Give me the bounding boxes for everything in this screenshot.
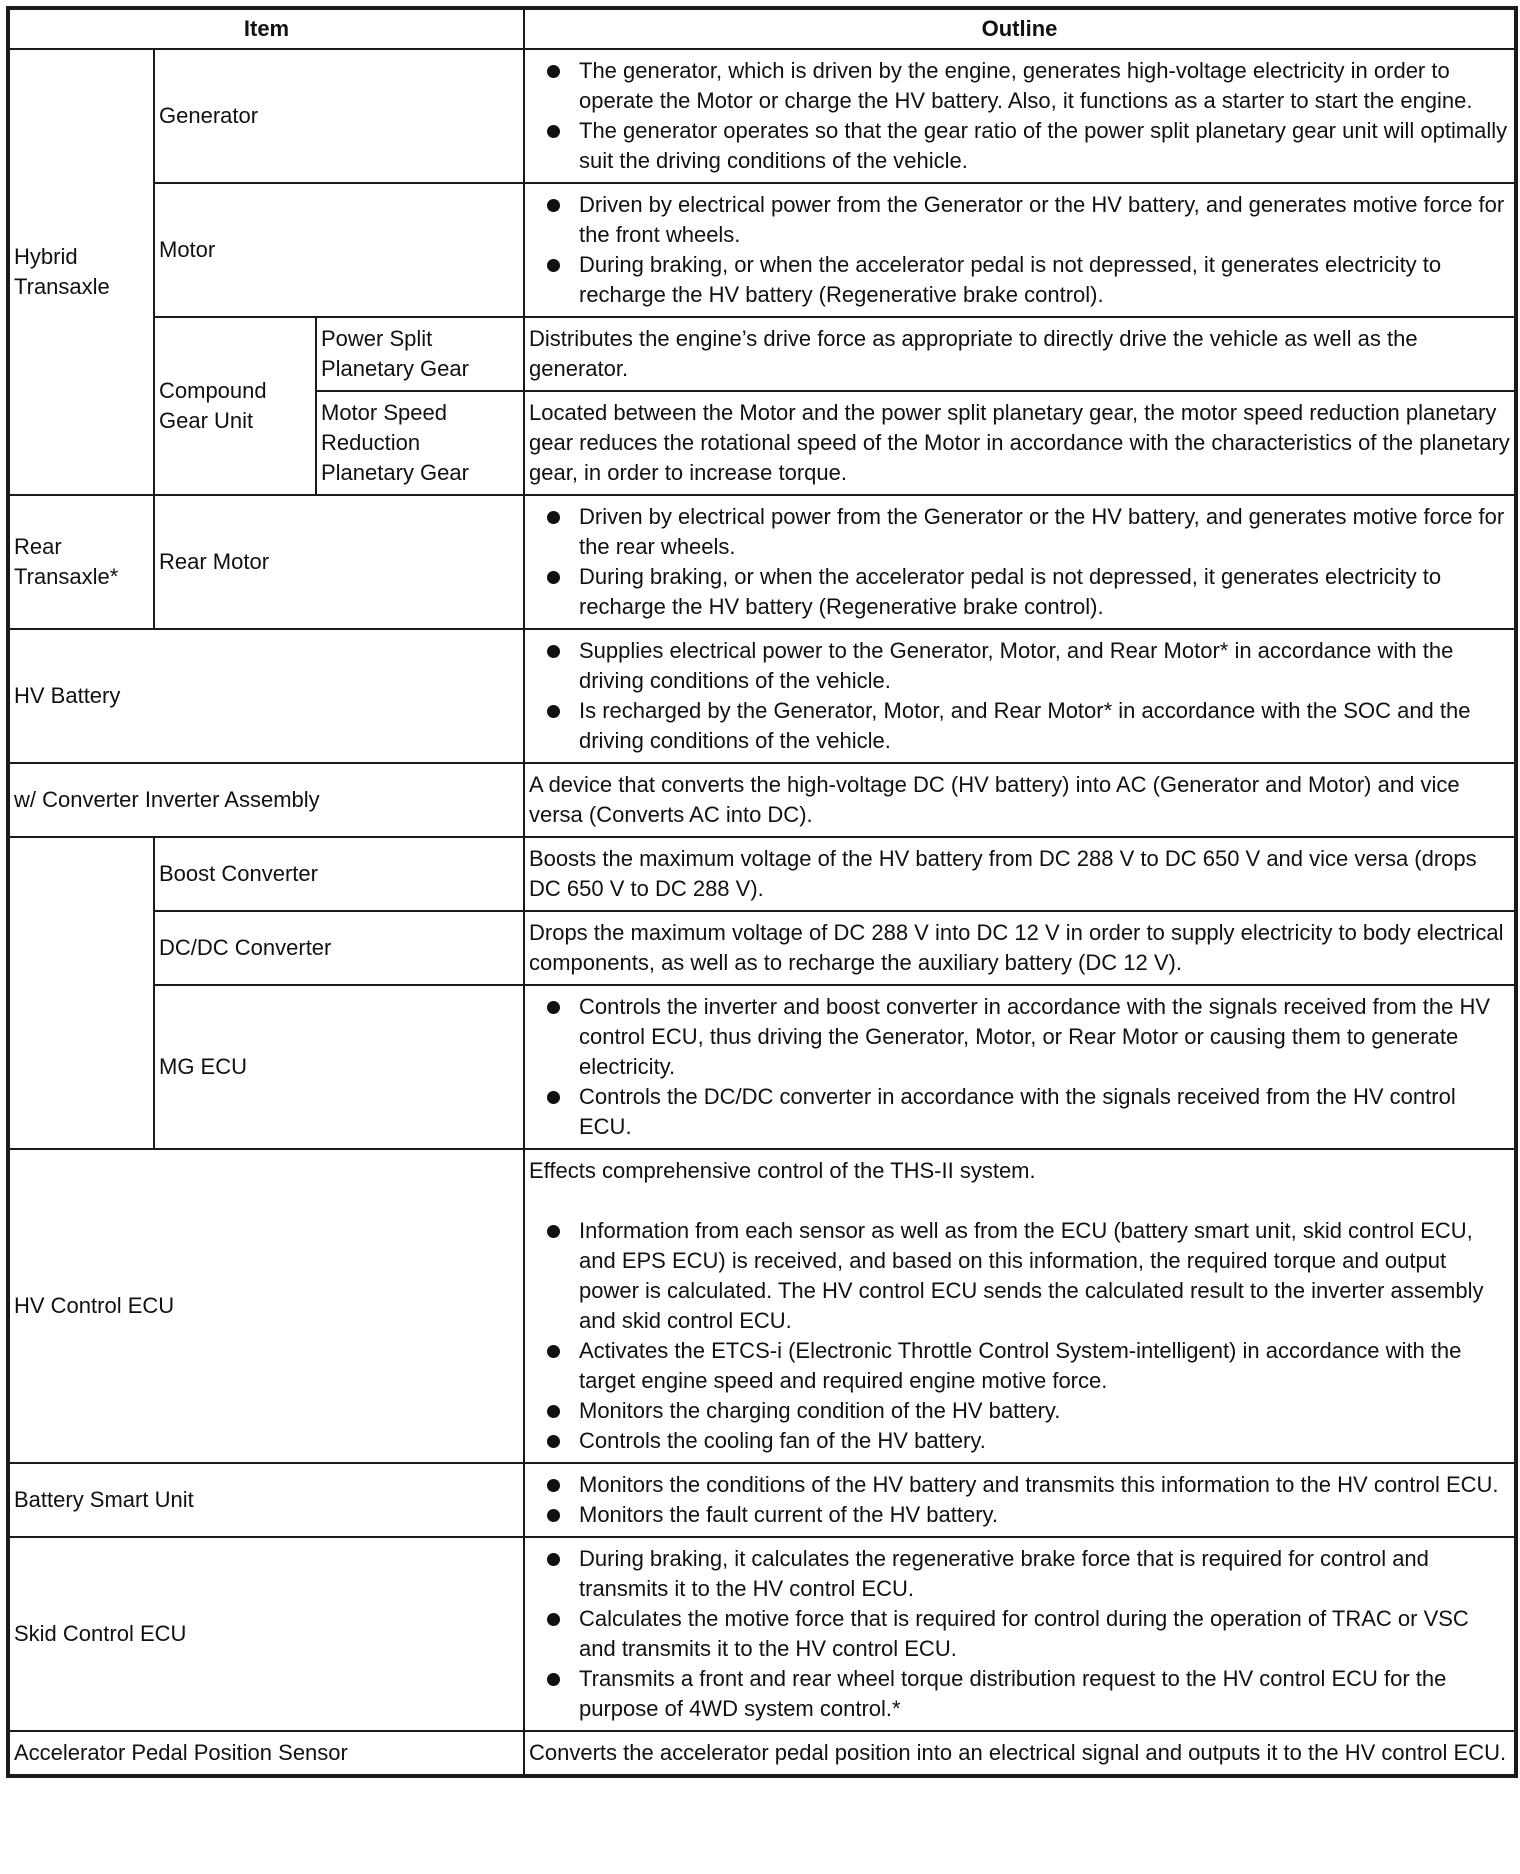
bullet-list: [529, 992, 1510, 1142]
bullet-icon: [547, 1225, 560, 1238]
outline-dcdc-converter: Drops the maximum voltage of DC 288 V into DC 12 V in order to supply electricity to body electrical components, as well as to recharge the auxiliary battery (DC 12 V).: [524, 911, 1516, 985]
bullet-icon: [547, 1435, 560, 1448]
table-row: [8, 763, 1516, 837]
outline-motor: [524, 183, 1516, 317]
document-page: [6, 6, 1514, 1778]
header-row: [8, 8, 1516, 49]
list-item: During braking, it calculates the regenerative brake force that is required for control and transmits it to the HV control ECU.: [529, 1544, 1510, 1604]
item-boost-converter: Boost Converter: [154, 837, 524, 911]
list-item: The generator, which is driven by the engine, generates high-voltage electricity in order to operate the Motor or charge the HV battery. Also, it functions as a starter to start the engine.: [529, 56, 1510, 116]
outline-mg-ecu: [524, 985, 1516, 1149]
list-item: Calculates the motive force that is required for control during the operation of TRAC or VSC and transmits it to the HV control ECU.: [529, 1604, 1510, 1664]
bullet-icon: [547, 1673, 560, 1686]
bullet-icon: [547, 259, 560, 272]
outline-converter-inverter: A device that converts the high-voltage DC (HV battery) into AC (Generator and Motor) and vice versa (Converts AC into DC).: [524, 763, 1516, 837]
item-hv-battery: HV Battery: [8, 629, 524, 763]
list-item: Supplies electrical power to the Generator, Motor, and Rear Motor* in accordance with the driving conditions of the vehicle.: [529, 636, 1510, 696]
table-row: [8, 317, 1516, 391]
bullet-list: [529, 190, 1510, 310]
outline-skid-control-ecu: [524, 1537, 1516, 1731]
item-skid-control-ecu: Skid Control ECU: [8, 1537, 524, 1731]
list-item: Activates the ETCS-i (Electronic Throttle Control System-intelligent) in accordance with the target engine speed and required engine motive force.: [529, 1336, 1510, 1396]
list-item: Monitors the fault current of the HV battery.: [529, 1500, 1510, 1530]
outline-rear-motor: [524, 495, 1516, 629]
ths-component-table: [6, 6, 1518, 1778]
outline-boost-converter: Boosts the maximum voltage of the HV battery from DC 288 V to DC 650 V and vice versa (drops DC 650 V to DC 288 V).: [524, 837, 1516, 911]
bullet-icon: [547, 199, 560, 212]
bullet-icon: [547, 1345, 560, 1358]
bullet-list: [529, 1470, 1510, 1530]
bullet-icon: [547, 125, 560, 138]
group-compound-gear-unit: Compound Gear Unit: [154, 317, 316, 495]
bullet-icon: [547, 1509, 560, 1522]
list-item: Monitors the conditions of the HV battery and transmits this information to the HV control ECU.: [529, 1470, 1510, 1500]
group-rear-transaxle: Rear Transaxle*: [8, 495, 154, 629]
bullet-icon: [547, 1553, 560, 1566]
item-generator: Generator: [154, 49, 524, 183]
table-row: [8, 1463, 1516, 1537]
header-outline: Outline: [524, 8, 1516, 49]
bullet-icon: [547, 645, 560, 658]
bullet-icon: [547, 511, 560, 524]
outline-generator: [524, 49, 1516, 183]
list-item: The generator operates so that the gear ratio of the power split planetary gear unit will optimally suit the driving conditions of the vehicle.: [529, 116, 1510, 176]
item-power-split-planetary-gear: Power Split Planetary Gear: [316, 317, 524, 391]
outline-hv-battery: [524, 629, 1516, 763]
list-item: Controls the inverter and boost converter in accordance with the signals received from the HV control ECU, thus driving the Generator, Motor, or Rear Motor or causing them to generate electricity.: [529, 992, 1510, 1082]
table-row: [8, 1731, 1516, 1776]
item-mg-ecu: MG ECU: [154, 985, 524, 1149]
list-item: Controls the DC/DC converter in accordance with the signals received from the HV control ECU.: [529, 1082, 1510, 1142]
list-item: Driven by electrical power from the Generator or the HV battery, and generates motive force for the rear wheels.: [529, 502, 1510, 562]
outline-motor-speed-reduction: Located between the Motor and the power split planetary gear, the motor speed reduction planetary gear reduces the rotational speed of the Motor in accordance with the characteristics of the planetary gear, in order to increase torque.: [524, 391, 1516, 495]
list-item: Driven by electrical power from the Generator or the HV battery, and generates motive force for the front wheels.: [529, 190, 1510, 250]
bullet-list: [529, 1216, 1510, 1456]
list-item: Controls the cooling fan of the HV battery.: [529, 1426, 1510, 1456]
table-row: [8, 495, 1516, 629]
group-converter-inverter-blank: [8, 837, 154, 1149]
outline-power-split: Distributes the engine’s drive force as appropriate to directly drive the vehicle as well as the generator.: [524, 317, 1516, 391]
list-item: Monitors the charging condition of the HV battery.: [529, 1396, 1510, 1426]
item-battery-smart-unit: Battery Smart Unit: [8, 1463, 524, 1537]
list-item: Information from each sensor as well as from the ECU (battery smart unit, skid control ECU, and EPS ECU) is received, and based on this information, the required torque and output power is calculated. The HV control ECU sends the calculated result to the inverter assembly and skid control ECU.: [529, 1216, 1510, 1336]
list-item: Transmits a front and rear wheel torque distribution request to the HV control ECU for the purpose of 4WD system control.*: [529, 1664, 1510, 1724]
outline-accelerator-sensor: Converts the accelerator pedal position into an electrical signal and outputs it to the HV control ECU.: [524, 1731, 1516, 1776]
bullet-list: [529, 56, 1510, 176]
item-motor-speed-reduction-planetary-gear: Motor Speed Reduction Planetary Gear: [316, 391, 524, 495]
item-hv-control-ecu: HV Control ECU: [8, 1149, 524, 1463]
list-item: Is recharged by the Generator, Motor, and Rear Motor* in accordance with the SOC and the driving conditions of the vehicle.: [529, 696, 1510, 756]
group-hybrid-transaxle: Hybrid Transaxle: [8, 49, 154, 495]
item-dcdc-converter: DC/DC Converter: [154, 911, 524, 985]
item-rear-motor: Rear Motor: [154, 495, 524, 629]
table-row: [8, 911, 1516, 985]
item-converter-inverter-assembly: w/ Converter Inverter Assembly: [8, 763, 524, 837]
bullet-list: [529, 502, 1510, 622]
table-row: [8, 49, 1516, 183]
table-row: [8, 985, 1516, 1149]
table-row: [8, 629, 1516, 763]
bullet-list: [529, 636, 1510, 756]
table-row: [8, 837, 1516, 911]
outline-lead-text: Effects comprehensive control of the THS-II system.: [529, 1158, 1036, 1183]
outline-battery-smart-unit: [524, 1463, 1516, 1537]
bullet-icon: [547, 65, 560, 78]
list-item: During braking, or when the accelerator pedal is not depressed, it generates electricity to recharge the HV battery (Regenerative brake control).: [529, 250, 1510, 310]
table-row: [8, 183, 1516, 317]
item-accelerator-pedal-position-sensor: Accelerator Pedal Position Sensor: [8, 1731, 524, 1776]
bullet-icon: [547, 705, 560, 718]
list-item: During braking, or when the accelerator pedal is not depressed, it generates electricity to recharge the HV battery (Regenerative brake control).: [529, 562, 1510, 622]
table-row: [8, 1537, 1516, 1731]
bullet-icon: [547, 1405, 560, 1418]
table-row: [8, 1149, 1516, 1463]
bullet-list: [529, 1544, 1510, 1724]
bullet-icon: [547, 1479, 560, 1492]
item-motor: Motor: [154, 183, 524, 317]
bullet-icon: [547, 1001, 560, 1014]
bullet-icon: [547, 1091, 560, 1104]
outline-hv-control-ecu: [524, 1149, 1516, 1463]
bullet-icon: [547, 1613, 560, 1626]
bullet-icon: [547, 571, 560, 584]
header-item: Item: [8, 8, 524, 49]
